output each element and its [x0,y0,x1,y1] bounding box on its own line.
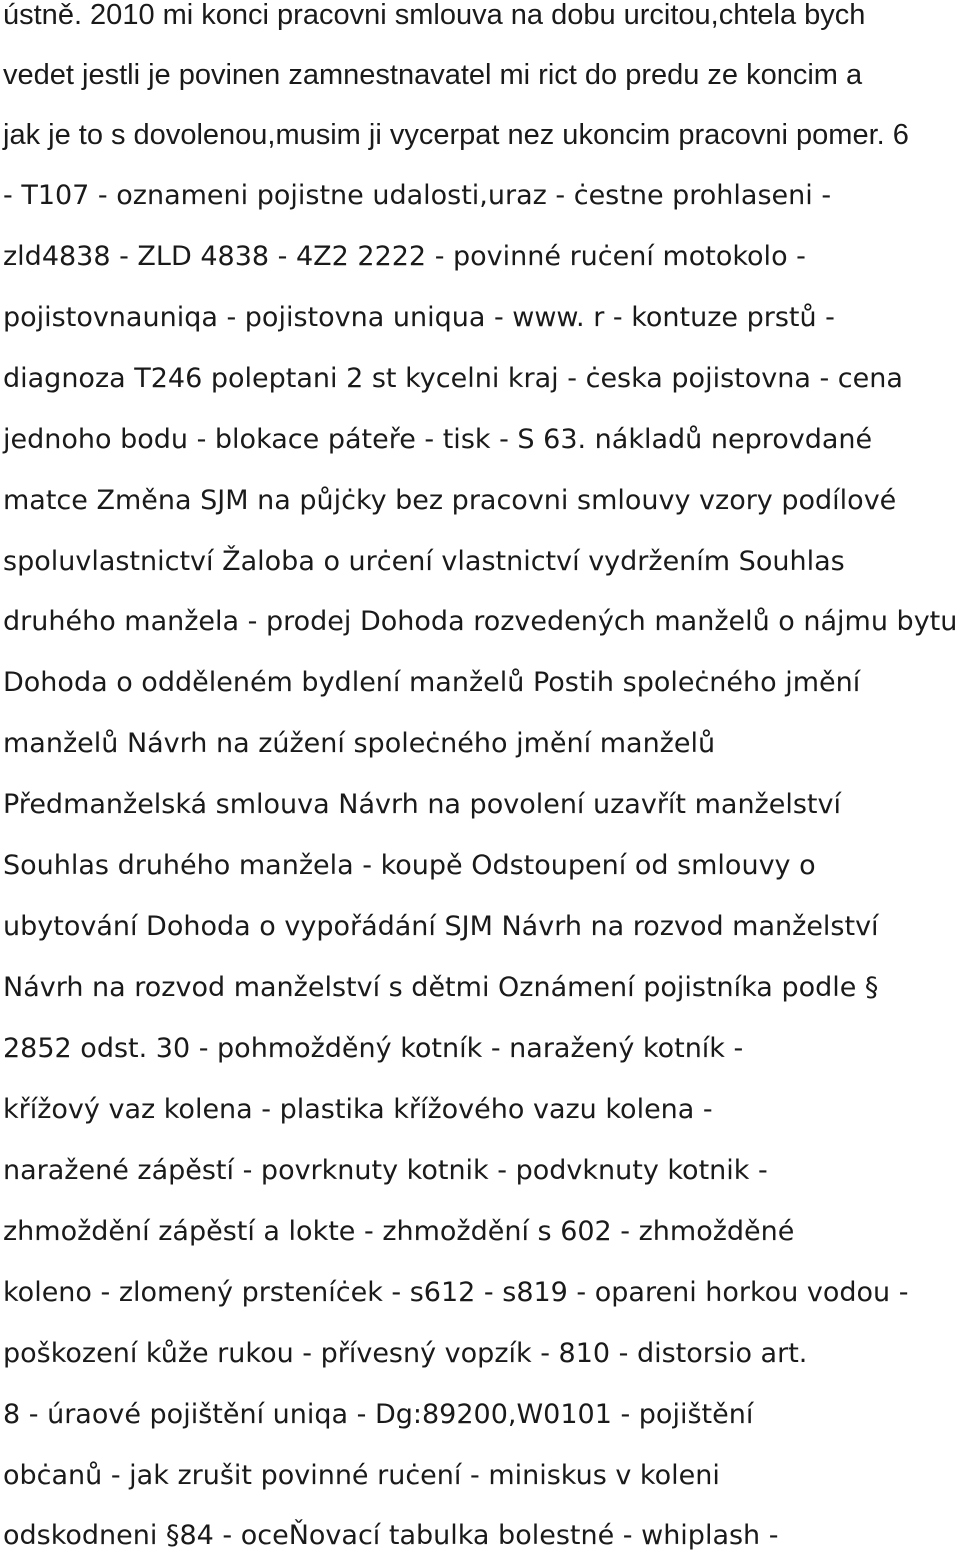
text-line: jak je to s dovolenou,musim ji vycerpat nez ukoncim pracovni pomer. 6 [3,119,909,151]
text-line: matce Změna SJM na půjċky bez pracovni smlouvy vzory podílové [3,485,897,516]
text-line: vedet jestli je povinen zamnestnavatel mi rict do predu ze koncim a [3,59,863,91]
text-line: manželů Návrh na zúžení spoleċného jmění manželů [3,728,716,759]
text-line: zld4838 - ZLD 4838 - 4Z2 2222 - povinné ruċení motokolo - [3,241,806,272]
text-line: Předmanželská smlouva Návrh na povolení uzavřít manželství [3,789,841,820]
text-line: obċanů - jak zrušit povinné ruċení - miniskus v koleni [3,1460,720,1491]
text-line: ústně. 2010 mi konci pracovni smlouva na dobu urcitou,chtela bych [3,0,866,31]
text-line: koleno - zlomený prsteníċek - s612 - s819 - opareni horkou vodou - [3,1277,909,1308]
text-line: 8 - úraové pojištění uniqa - Dg:89200,W0101 - pojištění [3,1399,754,1430]
text-line: pojistovnauniqa - pojistovna uniqua - www. r - kontuze prstů - [3,302,835,333]
text-line: jednoho bodu - blokace páteře - tisk - S 63. nákladů neprovdané [3,424,873,455]
text-line: Souhlas druhého manžela - koupě Odstoupení od smlouvy o [3,850,816,881]
text-line: druhého manžela - prodej Dohoda rozvedených manželů o nájmu bytu [3,606,958,637]
text-line: spoluvlastnictví Žaloba o urċení vlastnictví vydržením Souhlas [3,546,845,577]
text-line: diagnoza T246 poleptani 2 st kycelni kraj - ċeska pojistovna - cena [3,363,903,394]
text-line: poškození kůže rukou - přívesný vopzík - 810 - distorsio art. [3,1338,808,1369]
text-line: křížový vaz kolena - plastika křížového vazu kolena - [3,1094,713,1125]
text-line: 2852 odst. 30 - pohmožděný kotník - naražený kotník - [3,1033,744,1064]
text-line: odskodneni §84 - oceŇovací tabulka bolestné - whiplash - [3,1520,779,1551]
text-line: zhmoždění zápěstí a lokte - zhmoždění s 602 - zhmožděné [3,1216,795,1247]
text-line: ubytování Dohoda o vypořádání SJM Návrh na rozvod manželství [3,911,879,942]
text-line: Dohoda o odděleném bydlení manželů Postih spoleċného jmění [3,667,861,698]
text-line: - T107 - oznameni pojistne udalosti,uraz - ċestne prohlaseni - [3,180,832,211]
text-line: Návrh na rozvod manželství s dětmi Oznámení pojistníka podle § [3,972,879,1003]
text-line: naražené zápěstí - povrknuty kotnik - podvknuty kotnik - [3,1155,768,1186]
